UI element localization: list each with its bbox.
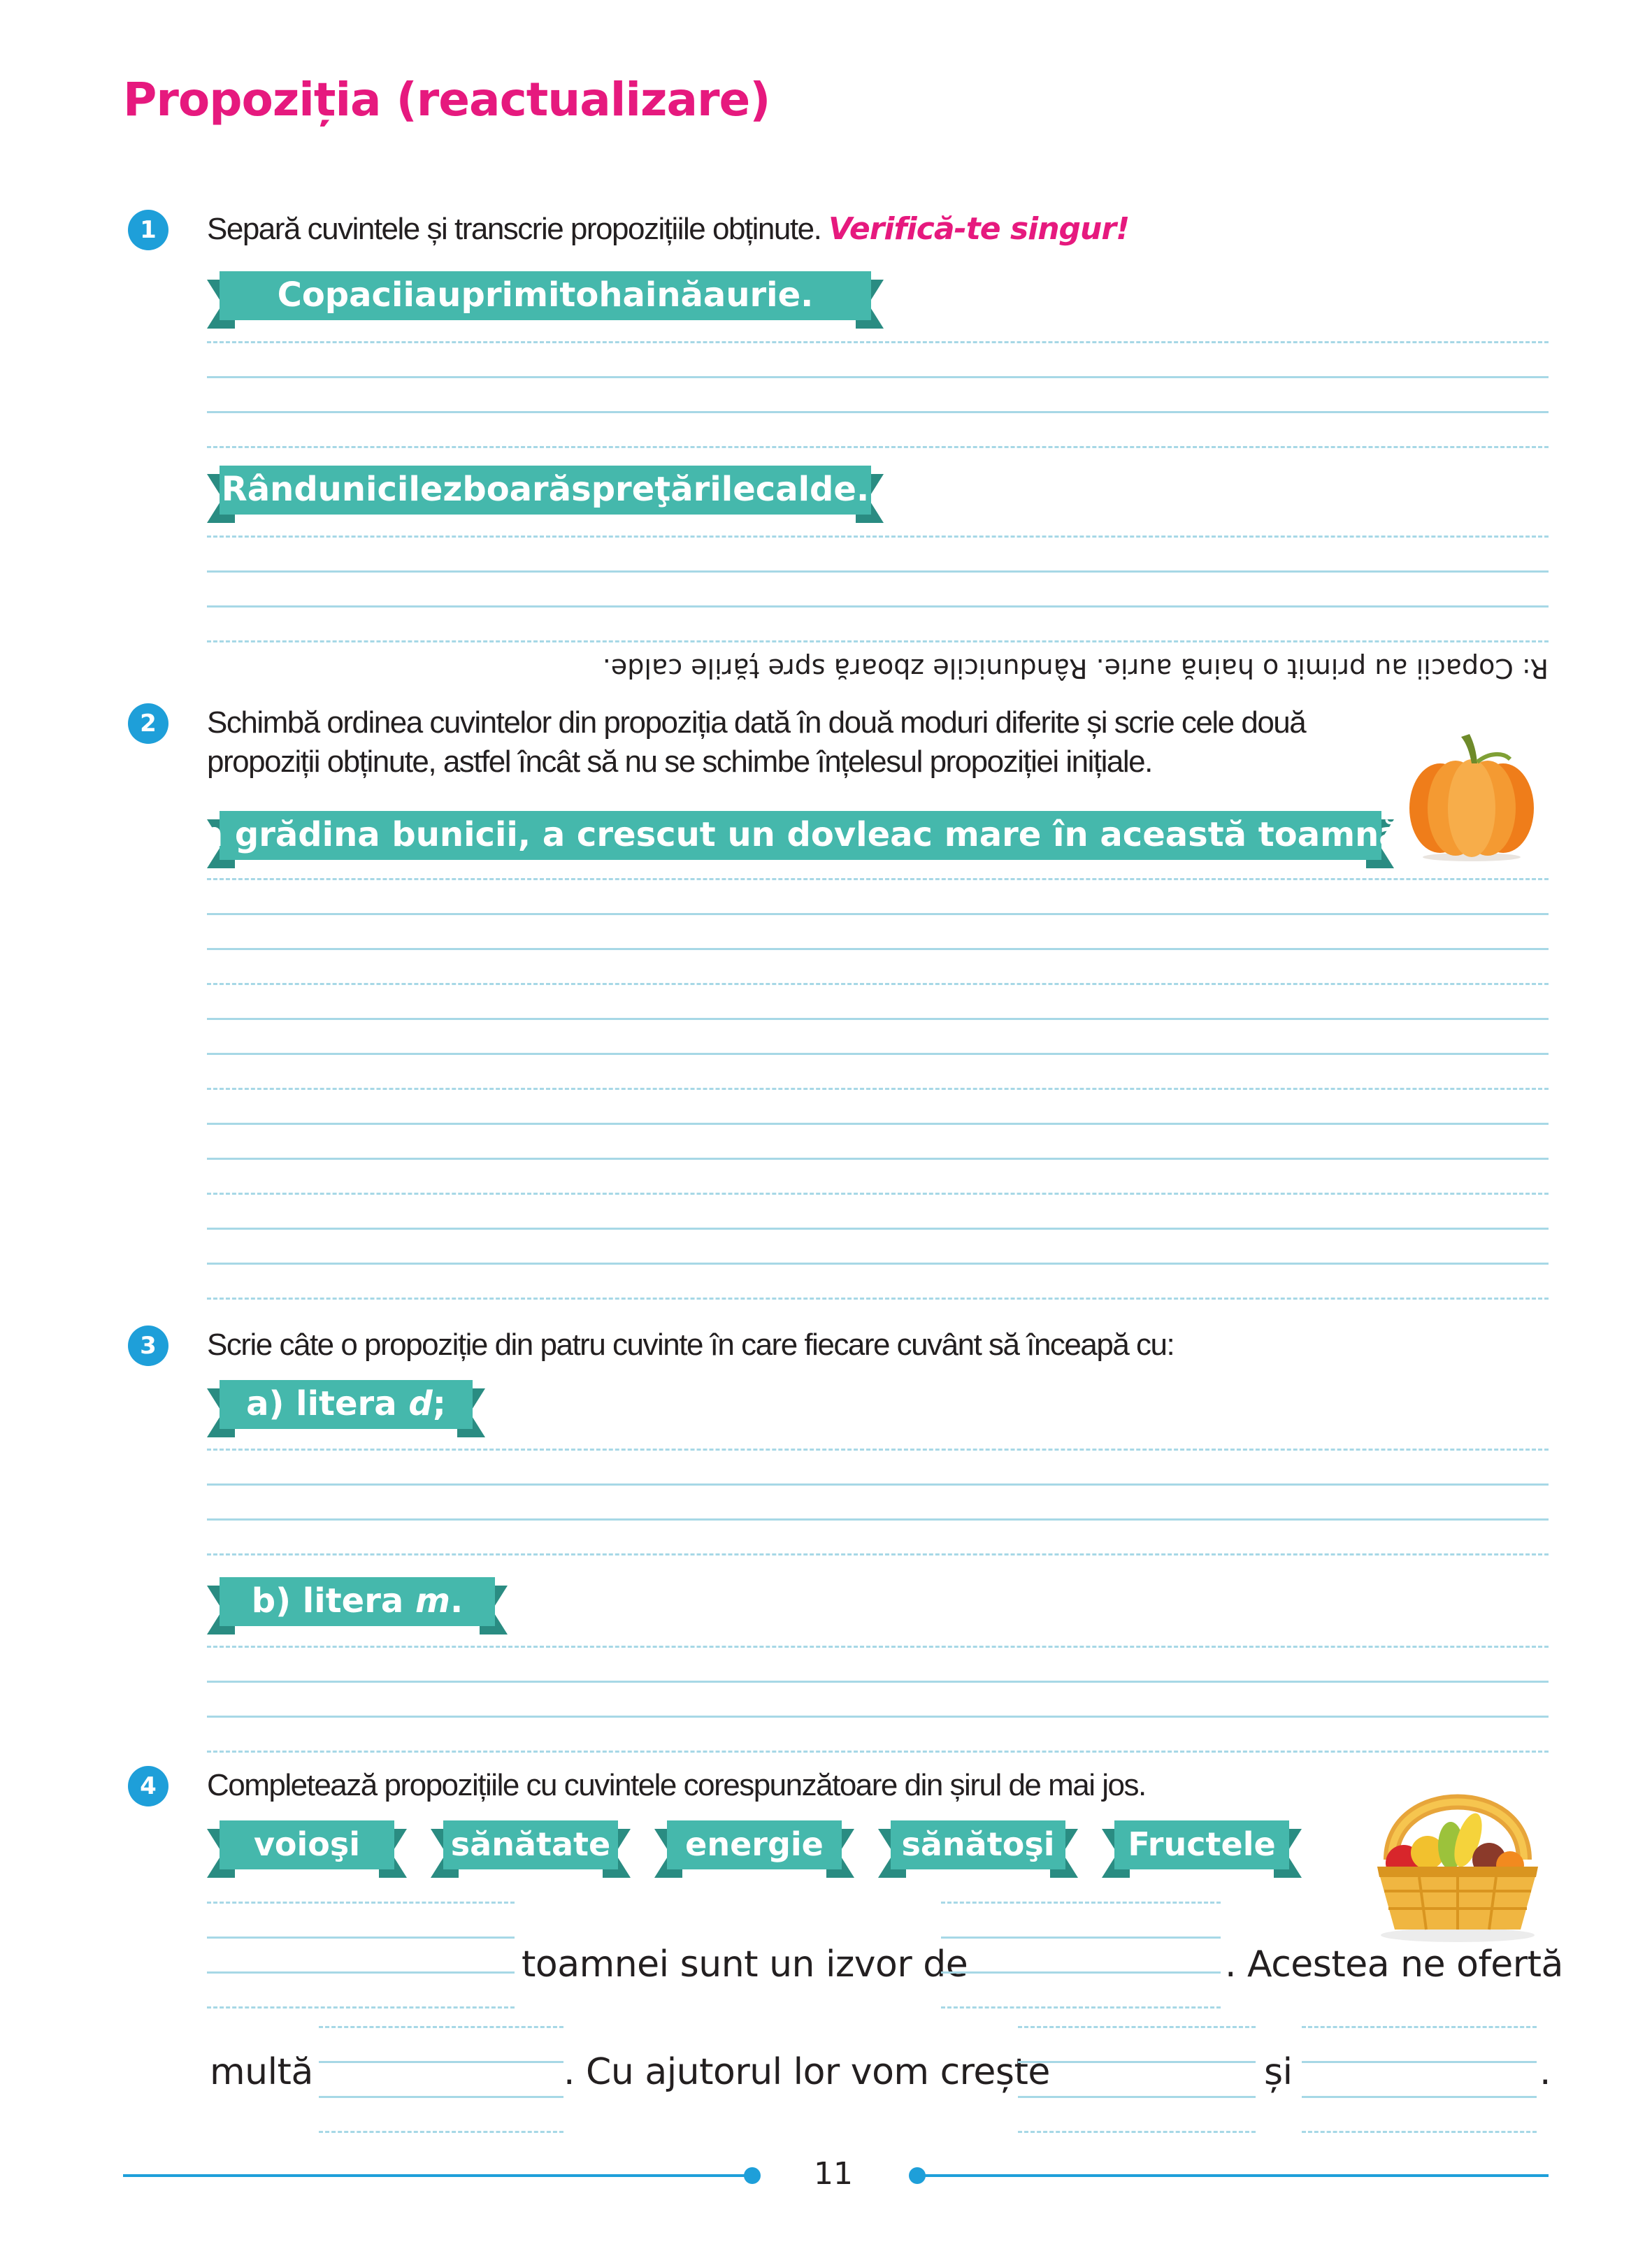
word-chip-text: Fructele [1128, 1825, 1276, 1863]
blank-guide [207, 1937, 515, 1939]
word-chip [878, 1813, 1078, 1883]
blank-guide [1018, 2026, 1256, 2028]
blank-guide [941, 2006, 1221, 2009]
blank-guide [319, 2131, 563, 2133]
writing-line [207, 1088, 1549, 1090]
word-chip [1102, 1813, 1302, 1883]
writing-line [207, 411, 1549, 413]
ribbon-letter: d [408, 1384, 433, 1423]
writing-line [207, 446, 1549, 448]
instruction-text: Separă cuvintele și transcrie propozițiile obținute. [207, 212, 821, 246]
blank-guide [319, 2026, 563, 2028]
writing-line [207, 1716, 1549, 1718]
writing-line [207, 983, 1549, 985]
ribbon-banner [187, 804, 1414, 874]
sentence-text: . [1539, 2051, 1551, 2093]
writing-line [207, 536, 1549, 538]
ribbon-banner-b [207, 1570, 508, 1640]
svg-text:b) litera m. [252, 1581, 463, 1621]
word-chip-text: sănătoşi [901, 1825, 1055, 1863]
instruction-line: Schimbă ordinea cuvintelor din propoziția dată în două moduri diferite și scrie cele două [207, 705, 1306, 740]
blank-guide [319, 2061, 563, 2063]
footer-dot-left [744, 2167, 761, 2184]
exercise-instruction [207, 208, 1129, 250]
ribbon-text: Copaciiauprimitohainăaurie. [277, 275, 814, 315]
exercise-number: 4 [128, 1766, 168, 1806]
writing-line [207, 1228, 1549, 1230]
exercise-number: 3 [128, 1325, 168, 1366]
footer-rule-right [917, 2174, 1549, 2177]
writing-line [207, 376, 1549, 378]
blank-5[interactable] [1302, 2096, 1537, 2098]
self-check-highlight: Verifică-te singur! [828, 211, 1130, 247]
instruction-line: propoziții obținute, astfel încât să nu se schimbe înțelesul propoziției inițiale. [207, 745, 1152, 779]
pumpkin-icon [1405, 731, 1538, 864]
sentence-text: . Acestea ne ofertă [1225, 1944, 1563, 1985]
writing-line [207, 640, 1549, 642]
word-chip-text: voioşi [253, 1825, 361, 1863]
writing-line [207, 948, 1549, 950]
writing-line [207, 1681, 1549, 1683]
word-chip [431, 1813, 631, 1883]
ribbon-banner-a [207, 1373, 485, 1443]
blank-guide [1302, 2061, 1537, 2063]
writing-line [207, 1053, 1549, 1055]
word-chip-text: energie [685, 1825, 824, 1863]
writing-line [207, 1263, 1549, 1265]
blank-guide [207, 2006, 515, 2009]
writing-line [207, 570, 1549, 573]
writing-line [207, 1193, 1549, 1195]
page-title: Propoziția (reactualizare) [123, 73, 770, 127]
word-chip-text: sănătate [450, 1825, 611, 1863]
exercise-instruction: Completează propozițiile cu cuvintele corespunzătoare din șirul de mai jos. [207, 1768, 1146, 1802]
ribbon-letter: m [415, 1581, 450, 1621]
writing-line [207, 1123, 1549, 1125]
blank-guide [1018, 2131, 1256, 2133]
writing-line [207, 1518, 1549, 1521]
svg-text:a) litera d; [246, 1384, 446, 1423]
blank-guide [1302, 2026, 1537, 2028]
word-chip [654, 1813, 854, 1883]
writing-line [207, 1298, 1549, 1300]
blank-guide [1302, 2131, 1537, 2133]
ribbon-banner [207, 264, 884, 334]
writing-line [207, 1646, 1549, 1648]
writing-line [207, 913, 1549, 915]
blank-guide [941, 1937, 1221, 1939]
writing-line [207, 341, 1549, 343]
blank-guide [207, 1902, 515, 1904]
sentence-text: toamnei sunt un izvor de [522, 1944, 968, 1985]
writing-line [207, 1483, 1549, 1486]
footer-rule-left [123, 2174, 752, 2177]
ribbon-text: a) litera [246, 1384, 409, 1423]
ribbon-text: În grădina bunicii, a crescut un dovleac mare în această toamnă. [187, 815, 1414, 854]
ribbon-text: b) litera [251, 1581, 415, 1621]
writing-line [207, 605, 1549, 608]
blank-2[interactable] [941, 1971, 1221, 1974]
writing-line [207, 878, 1549, 880]
blank-guide [941, 1902, 1221, 1904]
upside-down-answer: R: Copacii au primit o haină aurie. Rândunicile zboară spre țările calde. [602, 653, 1549, 684]
fruit-basket-icon [1363, 1755, 1552, 1944]
ribbon-text: . [450, 1581, 464, 1621]
sentence-text: și [1264, 2051, 1293, 2093]
blank-4[interactable] [1018, 2096, 1256, 2098]
exercise-instruction: Scrie câte o propoziție din patru cuvinte în care fiecare cuvânt să înceapă cu: [207, 1328, 1175, 1362]
ribbon-banner [207, 459, 884, 529]
writing-line [207, 1553, 1549, 1556]
exercise-number: 2 [128, 703, 168, 744]
word-chip [207, 1813, 407, 1883]
page-number: 11 [814, 2156, 853, 2192]
blank-guide [1018, 2061, 1256, 2063]
writing-line [207, 1751, 1549, 1753]
writing-line [207, 1158, 1549, 1160]
blank-3[interactable] [319, 2096, 563, 2098]
ribbon-text: Rândunicilezboarăspreţărilecalde. [221, 470, 870, 509]
writing-line [207, 1449, 1549, 1451]
sentence-text: . Cu ajutorul lor vom crește [563, 2051, 1050, 2093]
exercise-number: 1 [128, 210, 168, 250]
blank-1[interactable] [207, 1971, 515, 1974]
writing-line [207, 1018, 1549, 1020]
sentence-text: multă [210, 2051, 313, 2093]
ribbon-text: ; [432, 1384, 446, 1423]
